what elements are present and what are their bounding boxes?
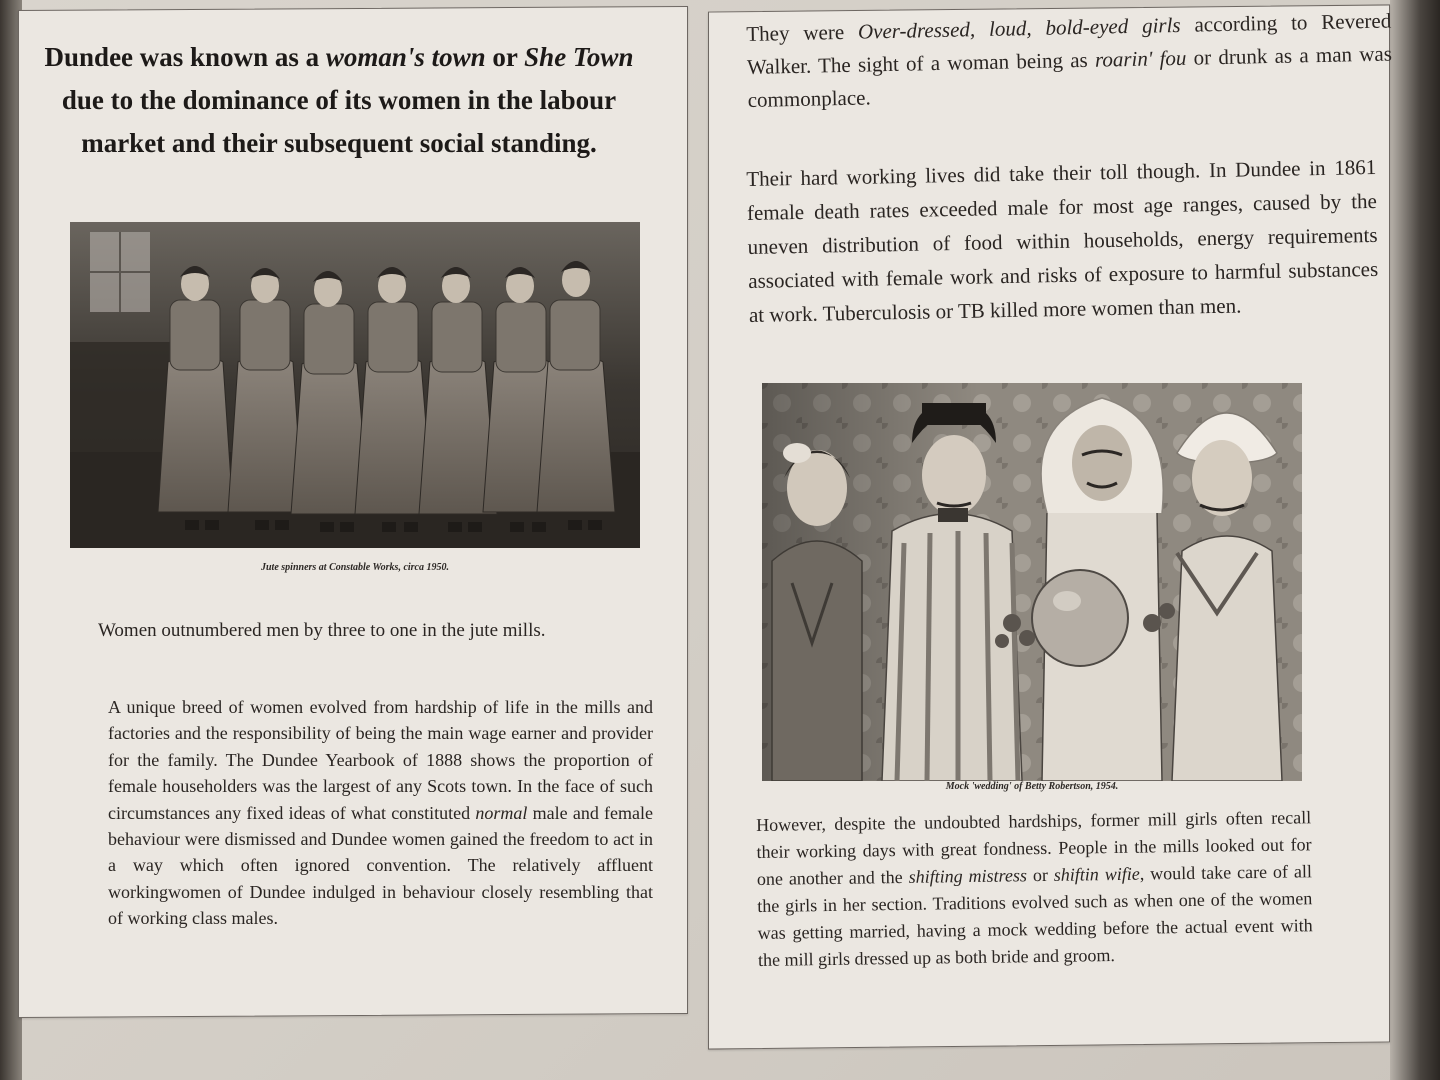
fondness-em1: shifting mistress (908, 865, 1028, 887)
headline (44, 36, 634, 165)
headline-part2: or (485, 42, 525, 72)
over-dressed-part1: They were (746, 19, 859, 46)
jute-spinners-photo (70, 222, 640, 548)
over-dressed-part3: or drunk as a man was commonplace. (747, 41, 1393, 112)
over-dressed-em2: roarin' fou (1094, 45, 1187, 72)
headline-part3: due to the dominance of its women in the labour market and their subsequent social standing. (61, 85, 617, 158)
fondness-em2: shiftin wifie (1053, 863, 1140, 885)
hard-working-paragraph: Their hard working lives did take their toll though. In Dundee in 1861 female death rates exceeded male for most age ranges, caused by the uneven distribution of food within households, energy requirements associated with female work and risks of exposure to harmful substances at work. Tuberculosis or TB killed more women than men. (746, 154, 1379, 327)
over-dressed-part2: according to Revered Walker. The sight of a woman being as (746, 8, 1392, 79)
fondness-part1: However, despite the undoubted hardships, former mill girls often recall their working days with great fondness. People in the mills looked out for one another and the (756, 807, 1312, 889)
unique-breed-part2: male and female behaviour were dismissed and Dundee women gained the freedom to act in a way which often ignored convention. The relatively affluent workingwomen of Dundee indulged in behaviour closely resembling that of working class males. (108, 802, 654, 929)
over-dressed-paragraph (746, 4, 1393, 116)
outnumbered-paragraph: Women outnumbered men by three to one in the jute mills. (98, 620, 546, 641)
mock-wedding-caption: Mock 'wedding' of Betty Robertson, 1954. (945, 781, 1119, 792)
board-edge-right (1390, 0, 1440, 1080)
unique-breed-em1: normal (475, 802, 528, 823)
headline-em2: She Town (524, 42, 634, 72)
headline-em1: woman's town (325, 42, 486, 72)
mock-wedding-photo (762, 383, 1302, 781)
unique-breed-paragraph (108, 694, 653, 932)
headline-part1: Dundee was known as a (44, 42, 326, 72)
over-dressed-em1: Over-dressed, loud, bold-eyed girls (857, 12, 1181, 44)
mock-wedding-photo-art (762, 383, 1302, 781)
jute-spinners-photo-art (70, 222, 640, 548)
unique-breed-part1: A unique breed of women evolved from hardship of life in the mills and factories and the responsibility of being the main wage earner and provider for the family. The Dundee Yearbook of 1888 shows the proportion of female householders was the largest of any Scots town. In the face of such circumstances any fixed ideas of what constituted (108, 697, 653, 823)
fondness-paragraph (756, 804, 1313, 974)
fondness-part3: , would take care of all the girls in her section. Traditions evolved such as when one of the women was getting married, having a mock wedding before the actual event with the mill girls dressed up as both bride and groom. (757, 861, 1313, 970)
fondness-part2: or (1026, 864, 1054, 886)
jute-spinners-caption: Jute spinners at Constable Works, circa 1950. (261, 562, 449, 573)
